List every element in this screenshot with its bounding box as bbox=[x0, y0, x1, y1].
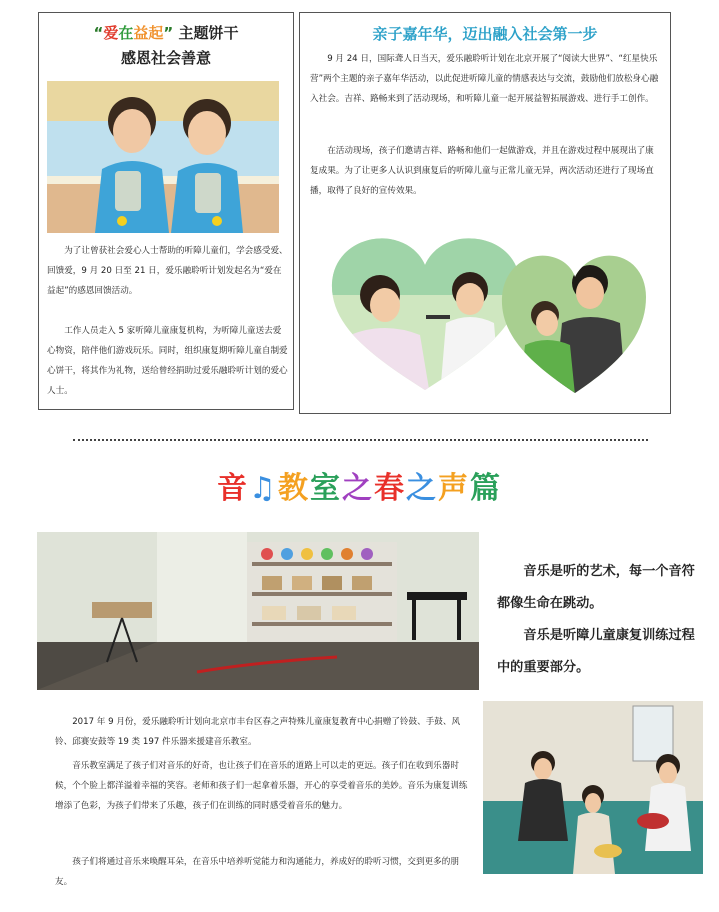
music-classroom-heading bbox=[0, 463, 719, 507]
kids-with-cookies-photo bbox=[47, 81, 279, 233]
music-note-icon: ♫ bbox=[249, 471, 278, 506]
heading-char-6: 春 bbox=[373, 471, 406, 506]
left-article-title bbox=[39, 22, 293, 43]
heading-char-7: 之 bbox=[405, 471, 438, 506]
left-article-subtitle: 感恩社会善意 bbox=[120, 49, 211, 67]
left-article-box bbox=[38, 12, 294, 410]
right-article-paragraph-1: 9 月 24 日，国际聋人日当天，爱乐融聆听计划在北京开展了“阅读大世界”、“红星快乐营”两个主题的亲子嘉年华活动，以此促进听障儿童的情感表达与交流，鼓励他们放松身心融入社会。吉祥、路畅来到了活动现场，和听障儿童一起开展益智拓展游戏、进行手工创作。 bbox=[310, 54, 659, 104]
bottom-paragraph-3: 孩子们将通过音乐来唤醒耳朵，在音乐中培养听觉能力和沟通能力，养成好的聆听习惯，交到更多的朋友。 bbox=[55, 857, 459, 887]
title-char-zai: 在 bbox=[118, 24, 134, 42]
music-class-photo bbox=[483, 701, 703, 874]
right-article-box bbox=[299, 12, 671, 414]
music-art-text: 音乐是听的艺术，每一个音符都像生命在跳动。 bbox=[497, 564, 695, 611]
title-char-ai: 爱 bbox=[103, 24, 119, 42]
heading-char-5: 之 bbox=[341, 471, 374, 506]
heart-photo-collage bbox=[330, 235, 648, 395]
title-quote-close: ” bbox=[163, 24, 174, 42]
bottom-paragraph-2: 音乐教室满足了孩子们对音乐的好奇，也让孩子们在音乐的道路上可以走的更远。孩子们在收到乐器时候，个个脸上都洋溢着幸福的笑容。老师和孩子们一起拿着乐器，开心的享受着音乐的美妙。音乐为康复训练增添了色彩，为孩子们带来了乐趣，孩子们在训练的同时感受着音乐的魅力。 bbox=[55, 761, 468, 811]
title-char-yiqi: 益起 bbox=[133, 24, 164, 42]
heading-char-3: 教 bbox=[277, 471, 310, 506]
heading-char-4: 室 bbox=[309, 471, 342, 506]
music-rehab-text: 音乐是听障儿童康复训练过程中的重要部分。 bbox=[497, 628, 695, 675]
bottom-paragraph-1: 2017 年 9 月份，爱乐融聆听计划向北京市丰台区春之声特殊儿童康复教育中心捐赠了铃鼓、手鼓、风铃、邱赛安鼓等 19 类 197 件乐器来援建音乐教室。 bbox=[55, 717, 461, 747]
right-article-paragraph-2: 在活动现场，孩子们邀请吉祥、路畅和他们一起做游戏，并且在游戏过程中展现出了康复成果。为了让更多人认识到康复后的听障儿童与正常儿童无异，两次活动还进行了现场直播，取得了良好的宣传效果。 bbox=[310, 146, 654, 196]
right-article-title: 亲子嘉年华，迈出融入社会第一步 bbox=[372, 25, 598, 43]
section-divider bbox=[73, 439, 648, 441]
heading-char-9: 篇 bbox=[469, 471, 502, 506]
title-quote-open: “ bbox=[93, 24, 104, 42]
heading-char-1: 音 bbox=[217, 471, 250, 506]
music-classroom-photo bbox=[37, 532, 479, 690]
heading-char-8: 声 bbox=[437, 471, 470, 506]
left-article-paragraph-2: 工作人员走入 5 家听障儿童康复机构，为听障儿童送去爱心物资，陪伴他们游戏玩乐。同时，组织康复期听障儿童自制爱心饼干，将其作为礼物，送给曾经捐助过爱乐融聆听计划的爱心人士。 bbox=[47, 326, 288, 396]
title-suffix: 主题饼干 bbox=[178, 24, 239, 42]
left-article-paragraph-1: 为了让曾获社会爱心人士帮助的听障儿童们，学会感受爱、回馈爱，9 月 20 日至 21 日，爱乐融聆听计划发起名为“爱在益起”的感恩回馈活动。 bbox=[47, 246, 288, 296]
